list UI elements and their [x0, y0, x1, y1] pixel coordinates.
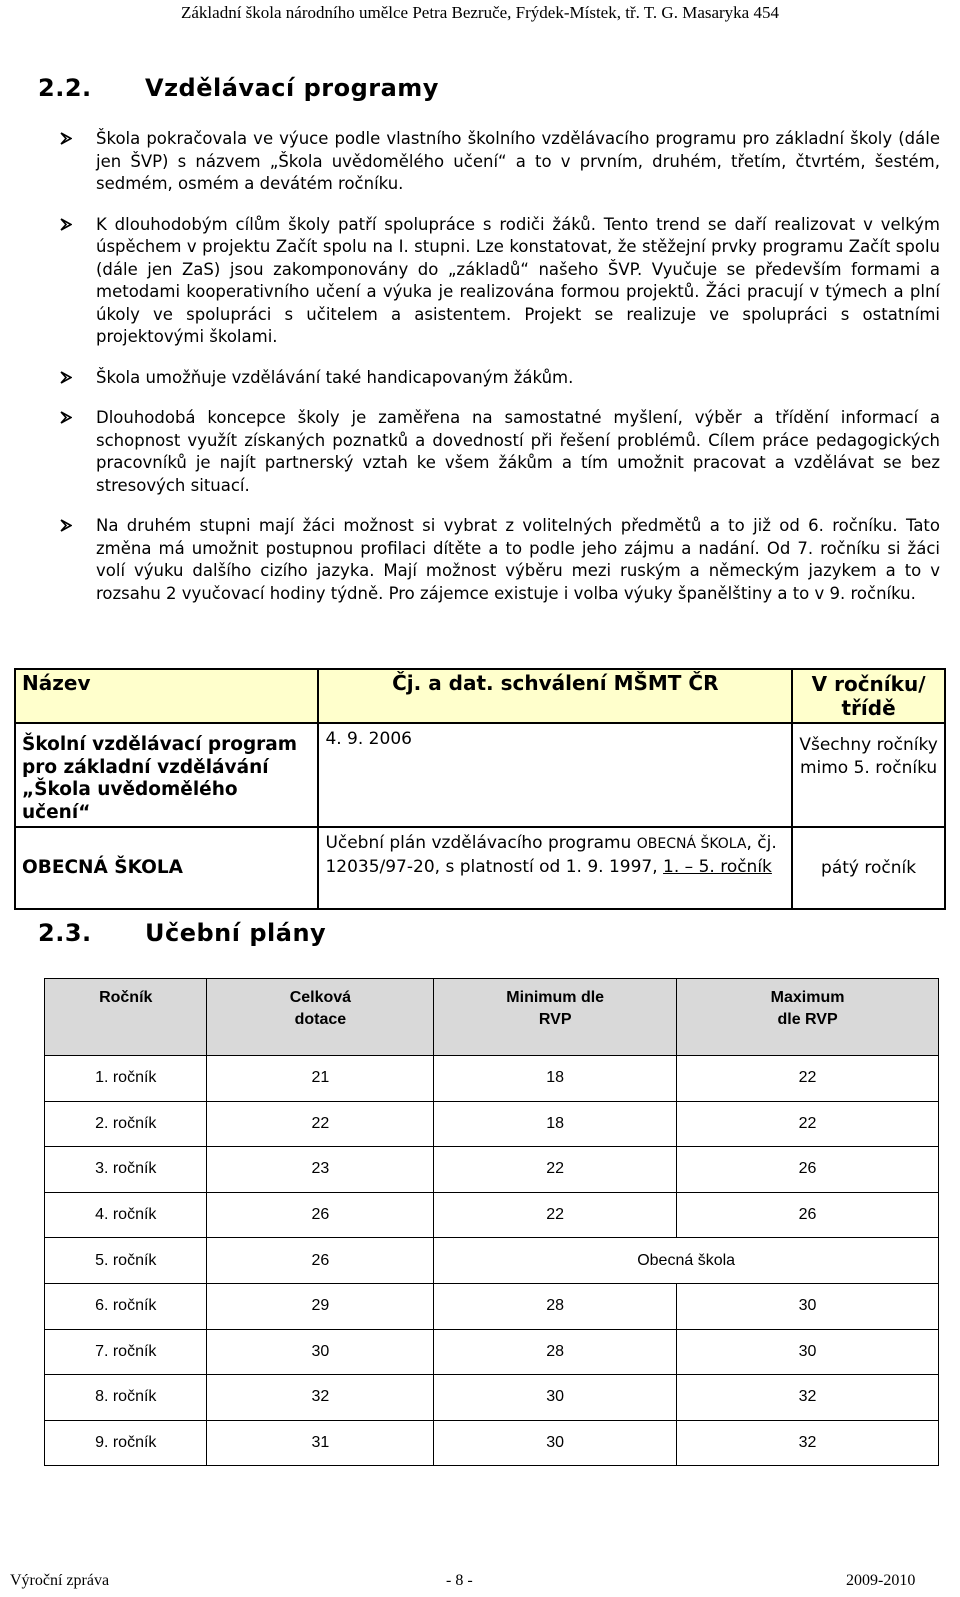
grade-cell: Všechny ročníky mimo 5. ročníku: [792, 723, 945, 827]
header-cell: Čj. a dat. schválení MŠMT ČR: [318, 669, 792, 723]
table-row: [15, 827, 945, 909]
list-item: [60, 367, 940, 390]
section-heading-2-3: [38, 919, 938, 951]
list-item: [60, 515, 940, 605]
max-cell: 22: [677, 1056, 939, 1102]
table-row: [45, 1147, 939, 1193]
section-title: Vzdělávací programy: [145, 74, 439, 102]
list-item-text: K dlouhodobým cílům školy patří spolupráce s rodiči žáků. Tento trend se daří realizovat v velkým úspěchem v projektu Začít spolu na I. stupni. Lze konstatovat, že stěžejní prvky programu Začít spolu (dále jen ZaS) jsou zakomponovány do „základů“ našeho ŠVP. Vyučuje se především formami a metodami kooperativního učení a výuka je realizována formou projektů. Žáci pracují v týmech a plní úkoly ve spolupráci s učitelem a asistentem. Projekt se realizuje ve spolupráci s ostatními projektovými školami.: [96, 214, 940, 346]
min-cell: 28: [434, 1329, 677, 1375]
section-number: 2.2.: [38, 74, 92, 102]
arrow-bullet-icon: [60, 514, 72, 536]
arrow-bullet-icon: [60, 366, 72, 388]
table-row: [45, 1192, 939, 1238]
table-row: [45, 1329, 939, 1375]
grade-cell: 3. ročník: [45, 1147, 207, 1193]
table-row: [15, 723, 945, 827]
grade-cell: 9. ročník: [45, 1420, 207, 1466]
bullet-list: [60, 128, 940, 623]
header-cell: Maximum dle RVP: [677, 979, 939, 1056]
min-cell: 22: [434, 1192, 677, 1238]
list-item-text: Škola pokračovala ve výuce podle vlastního školního vzdělávacího programu pro základní školy (dále jen ŠVP) s názvem „Škola uvědomělého učení“ a to v prvním, druhém, třetím, čtvrtém, šestém, sedmém, osmém a devátém ročníku.: [96, 129, 940, 193]
list-item-text: Dlouhodobá koncepce školy je zaměřena na samostatné myšlení, výběr a třídění informací a schopnost využít získaných poznatků a dovedností při řešení problémů. Cílem práce pedagogických pracovníků je najít partnerský vztah ke všem žákům a tím umožnit pracovat a vzdělávat se bez stresových situací.: [96, 408, 940, 495]
grade-cell: 1. ročník: [45, 1056, 207, 1102]
grade-cell: pátý ročník: [792, 827, 945, 909]
grade-cell: 4. ročník: [45, 1192, 207, 1238]
max-cell: 26: [677, 1147, 939, 1193]
arrow-bullet-icon: [60, 213, 72, 235]
header-cell: Ročník: [45, 979, 207, 1056]
header-cell: Minimum dle RVP: [434, 979, 677, 1056]
header-cell: V ročníku/ třídě: [792, 669, 945, 723]
max-cell: 32: [677, 1420, 939, 1466]
footer-left: Výroční zpráva: [10, 1572, 110, 1589]
page-header: Základní škola národního umělce Petra Bezruče, Frýdek-Místek, tř. T. G. Masaryka 454: [181, 3, 779, 22]
page-number: - 8 -: [446, 1572, 473, 1589]
grade-cell: 7. ročník: [45, 1329, 207, 1375]
program-name-cell: OBECNÁ ŠKOLA: [15, 827, 318, 909]
max-cell: 22: [677, 1101, 939, 1147]
total-cell: 32: [207, 1375, 434, 1421]
min-cell: 18: [434, 1101, 677, 1147]
grade-cell: 2. ročník: [45, 1101, 207, 1147]
merged-note-cell: Obecná škola: [434, 1238, 939, 1284]
max-cell: 26: [677, 1192, 939, 1238]
min-cell: 22: [434, 1147, 677, 1193]
table-row: [45, 1056, 939, 1102]
min-cell: 18: [434, 1056, 677, 1102]
table-row: [45, 1101, 939, 1147]
curriculum-table: [44, 978, 939, 1466]
min-cell: 30: [434, 1420, 677, 1466]
min-cell: 30: [434, 1375, 677, 1421]
max-cell: 32: [677, 1375, 939, 1421]
list-item-text: Na druhém stupni mají žáci možnost si vybrat z volitelných předmětů a to již od 6. ročníku. Tato změna má umožnit postupnou profilaci dítěte a to podle jeho zájmu a nadání. Od 7. ročníku si žáci volí výuku dalšího cizího jazyka. Mají možnost výběru mezi ruským a německým jazykem a to v rozsahu 2 vyučovací hodiny týdně. Pro zájemce existuje i volba výuky španělštiny a to v 9. ročníku.: [96, 516, 940, 603]
grade-cell: 8. ročník: [45, 1375, 207, 1421]
grade-range: 1. – 5. ročník: [663, 856, 772, 877]
total-cell: 26: [207, 1192, 434, 1238]
total-cell: 21: [207, 1056, 434, 1102]
program-caps: OBECNÁ ŠKOLA: [636, 836, 747, 852]
total-cell: 29: [207, 1283, 434, 1329]
arrow-bullet-icon: [60, 406, 72, 428]
min-cell: 28: [434, 1283, 677, 1329]
total-cell: 23: [207, 1147, 434, 1193]
table-header-row: [15, 669, 945, 723]
header-cell: Celková dotace: [207, 979, 434, 1056]
table-row: [45, 1238, 939, 1284]
program-table: [14, 668, 946, 910]
section-heading-2-2: [38, 74, 938, 106]
section-title: Učební plány: [145, 919, 327, 947]
max-cell: 30: [677, 1283, 939, 1329]
total-cell: 30: [207, 1329, 434, 1375]
table-row: [45, 1375, 939, 1421]
approval-cell: [318, 827, 792, 909]
approval-cell: 4. 9. 2006: [318, 723, 792, 827]
total-cell: 31: [207, 1420, 434, 1466]
table-header-row: [45, 979, 939, 1056]
arrow-bullet-icon: [60, 127, 72, 149]
grade-cell: 6. ročník: [45, 1283, 207, 1329]
section-number: 2.3.: [38, 919, 92, 947]
approval-text: , čj. 12035/97-20, s platností od 1. 9. 1997,: [325, 833, 777, 877]
list-item-text: Škola umožňuje vzdělávání také handicapovaným žákům.: [96, 367, 574, 387]
total-cell: 22: [207, 1101, 434, 1147]
list-item: [60, 214, 940, 349]
grade-cell: 5. ročník: [45, 1238, 207, 1284]
approval-text: Učební plán vzdělávacího programu: [325, 833, 637, 853]
list-item: [60, 128, 940, 196]
max-cell: 30: [677, 1329, 939, 1375]
page-footer: [0, 1572, 960, 1596]
total-cell: 26: [207, 1238, 434, 1284]
footer-right: 2009-2010: [846, 1572, 916, 1589]
header-cell: Název: [15, 669, 318, 723]
table-row: [45, 1283, 939, 1329]
program-name-cell: Školní vzdělávací program pro základní vzdělávání „Škola uvědomělého učení“: [15, 723, 318, 827]
table-row: [45, 1420, 939, 1466]
list-item: [60, 407, 940, 497]
